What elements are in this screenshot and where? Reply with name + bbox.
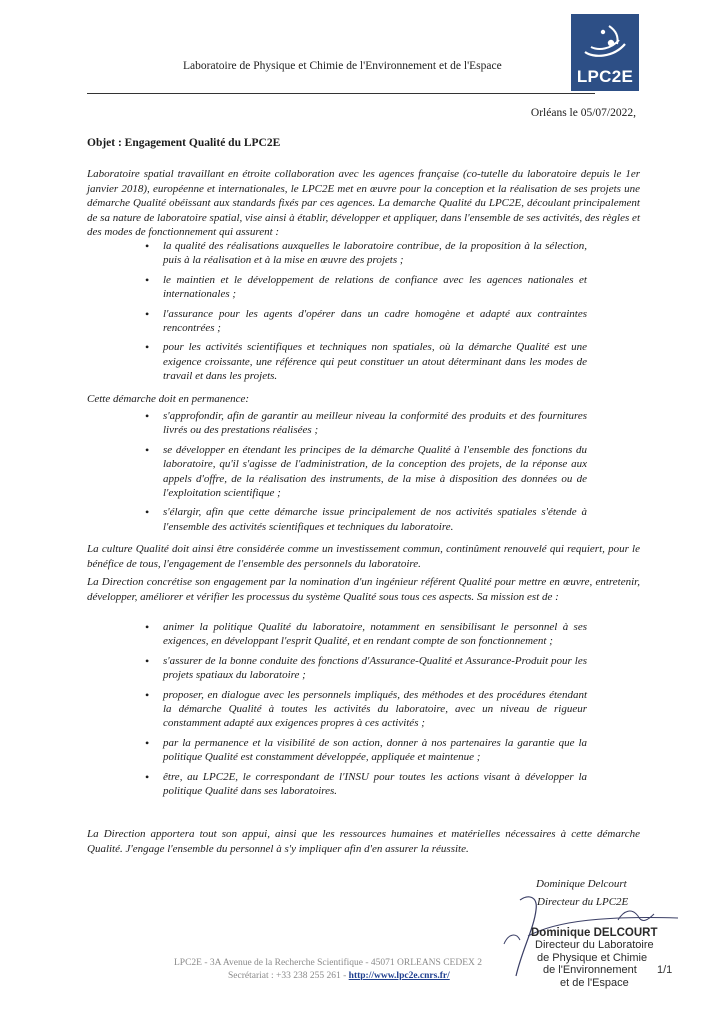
permanence-list xyxy=(145,409,587,534)
footer-secretariat: Secrétariat : +33 238 255 261 - xyxy=(228,971,347,981)
mission-list xyxy=(145,620,587,798)
orbit-icon xyxy=(579,18,631,64)
header-rule xyxy=(87,93,595,94)
permanence-paragraph: Cette démarche doit en permanence: xyxy=(87,393,250,405)
stamp-line: Dominique DELCOURT xyxy=(531,927,658,939)
stamp-line: de Physique et Chimie xyxy=(537,951,648,964)
director-stamp xyxy=(531,927,658,989)
list-item: • la qualité des réalisations auxquelles le laboratoire contribue, de la proposition à la sélection, puis à la réalisation et à la mise en œuvre des projets ; xyxy=(145,239,587,268)
intro-paragraph: Laboratoire spatial travaillant en étroite collaboration avec les agences française (co-tutelle du laboratoire depuis le 1er janvier 2018), européenne et internationales, le LPC2E met en œuvre pour la conception et la réalisation de ses projets une démarche Qualité obéissant aux standards fixés par ces agences. La demarche Qualité du LPC2E, découlant principalement de sa nature de laboratoire spatial, vise ainsi à établir, développer et appliquer, dans l'ensemble de ses activités, des règles et des modes de fonctionnement qui assurent : xyxy=(87,168,640,239)
stamp-line: et de l'Espace xyxy=(560,976,629,989)
page-number: 1/1 xyxy=(657,964,673,976)
stamp-line: Directeur du Laboratoire xyxy=(535,939,654,952)
direction-paragraph: La Direction concrétise son engagement par la nomination d'un ingénieur référent Qualité pour mettre en œuvre, entretenir, développer, améliorer et vérifier les processus du système Qualité sous tous ces aspects. Sa mission est de : xyxy=(87,576,640,603)
letter-date: Orléans le 05/07/2022, xyxy=(530,107,636,119)
footer-contact xyxy=(228,971,450,981)
list-item: • par la permanence et la visibilité de son action, donner à nos partenaires la garantie que la politique Qualité est constamment développée, appliquée et maintenue ; xyxy=(145,736,587,765)
letter-subject: Objet : Engagement Qualité du LPC2E xyxy=(87,137,281,149)
assurance-list xyxy=(145,239,587,384)
signer-name: Dominique Delcourt xyxy=(536,878,627,890)
signer-title: Directeur du LPC2E xyxy=(537,896,629,908)
closing-paragraph: La Direction apportera tout son appui, ainsi que les ressources humaines et matérielles nécessaires à cette démarche Qualité. J'engage l'ensemble du personnel à s'y impliquer afin d'en assurer la réussite. xyxy=(87,828,640,855)
stamp-line: de l'Environnement xyxy=(543,964,637,977)
list-item: • s'approfondir, afin de garantir au meilleur niveau la conformité des produits et des fournitures livrés ou des prestations réalisées ; xyxy=(145,409,587,438)
list-item: • l'assurance pour les agents d'opérer dans un cadre homogène et adapté aux contraintes rencontrées ; xyxy=(145,307,587,336)
list-item: • se développer en étendant les principes de la démarche Qualité à l'ensemble des fonctions du laboratoire, qu'il s'agisse de l'administration, de la conception des projets, de la réponse aux appels d'offre, de la réalisation des instruments, de la mise à disposition des données ou de l'exploitation scientifique ; xyxy=(145,443,587,501)
list-item: • être, au LPC2E, le correspondant de l'INSU pour toutes les actions visant à développer la politique Qualité dans ses laboratoires. xyxy=(145,770,587,799)
logo-text: LPC2E xyxy=(576,67,634,86)
footer-address: LPC2E - 3A Avenue de la Recherche Scientifique - 45071 ORLEANS CEDEX 2 xyxy=(174,958,482,968)
list-item: • proposer, en dialogue avec les personnels impliqués, des méthodes et des procédures étendant la démarche Qualité à toutes les activités du laboratoire, avec un niveau de rigueur constamment adapté aux exigences propres à ces activités ; xyxy=(145,688,587,731)
list-item: • s'élargir, afin que cette démarche issue principalement de nos activités spatiales s'étende à l'ensemble des activités scientifiques et techniques du laboratoire. xyxy=(145,505,587,534)
list-item: • animer la politique Qualité du laboratoire, notamment en sensibilisant le personnel à ses exigences, en développant l'esprit Qualité, et en rendant compte de son fonctionnement ; xyxy=(145,620,587,649)
list-item: • s'assurer de la bonne conduite des fonctions d'Assurance-Qualité et Assurance-Produit pour les projets spatiaux du laboratoire ; xyxy=(145,654,587,683)
list-item: • pour les activités scientifiques et techniques non spatiales, où la démarche Qualité est une exigence croissante, une référence qui peut constituer un atout déterminant dans les modes de travail et dans les projets. xyxy=(145,340,587,383)
list-item: • le maintien et le développement de relations de confiance avec les agences nationales et internationales ; xyxy=(145,273,587,302)
lab-name: Laboratoire de Physique et Chimie de l'Environnement et de l'Espace xyxy=(183,60,502,72)
lpc2e-logo xyxy=(571,14,639,91)
website-link[interactable]: http://www.lpc2e.cnrs.fr/ xyxy=(348,971,450,981)
culture-paragraph: La culture Qualité doit ainsi être considérée comme un investissement commun, continûment renouvelé qui requiert, pour le bénéfice de tous, l'engagement de l'ensemble des personnels du laboratoire. xyxy=(87,543,640,570)
